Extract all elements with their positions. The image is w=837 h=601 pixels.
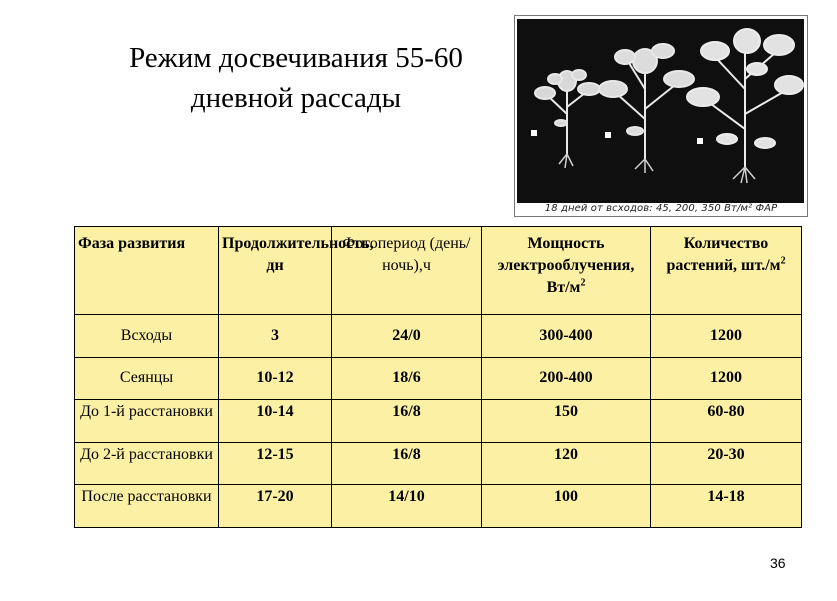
cell-power: 200-400 — [482, 357, 651, 400]
header-duration: Продолжительность, дн — [219, 227, 332, 315]
table-row — [75, 442, 802, 485]
cell-duration: 17-20 — [219, 485, 332, 528]
header-photoperiod: Фотопериод (день/ночь),ч — [332, 227, 482, 315]
cell-photoperiod: 16/8 — [332, 400, 482, 443]
cell-power: 100 — [482, 485, 651, 528]
cell-power: 150 — [482, 400, 651, 443]
header-phase: Фаза развития — [75, 227, 219, 315]
header-count-text: Количество растений, шт./м — [666, 235, 781, 274]
cell-count: 14-18 — [651, 485, 802, 528]
table-row — [75, 485, 802, 528]
marker-3 — [697, 138, 703, 144]
cell-count: 1200 — [651, 315, 802, 358]
header-power-text: Мощность электрооблучения, Вт/м — [497, 235, 635, 296]
cell-count: 60-80 — [651, 400, 802, 443]
photo-image — [517, 19, 804, 203]
page-number: 36 — [770, 555, 786, 571]
header-power-sup: 2 — [580, 277, 586, 289]
cell-duration: 12-15 — [219, 442, 332, 485]
marker-1 — [531, 130, 537, 136]
cell-photoperiod: 24/0 — [332, 315, 482, 358]
lighting-table — [74, 226, 802, 528]
cell-phase: До 2-й расстановки — [75, 442, 219, 485]
title-line-1: Режим досвечивания 55-60 — [129, 42, 463, 74]
title-line-2: дневной рассады — [190, 82, 402, 114]
cell-power: 300-400 — [482, 315, 651, 358]
cell-photoperiod: 18/6 — [332, 357, 482, 400]
slide-title — [80, 38, 512, 118]
cell-count: 1200 — [651, 357, 802, 400]
cell-photoperiod: 14/10 — [332, 485, 482, 528]
marker-2 — [605, 132, 611, 138]
cell-phase: Всходы — [75, 315, 219, 358]
cell-phase: До 1-й расстановки — [75, 400, 219, 443]
table-row — [75, 357, 802, 400]
header-count-sup: 2 — [780, 255, 786, 267]
table-header-row — [75, 227, 802, 315]
cell-power: 120 — [482, 442, 651, 485]
cell-phase: Сеянцы — [75, 357, 219, 400]
photo-caption: 18 дней от всходов: 45, 200, 350 Вт/м² ФАР — [544, 203, 778, 214]
header-power — [482, 227, 651, 315]
header-count — [651, 227, 802, 315]
cell-phase: После расстановки — [75, 485, 219, 528]
table-row — [75, 400, 802, 443]
cell-count: 20-30 — [651, 442, 802, 485]
cell-duration: 10-14 — [219, 400, 332, 443]
cell-duration: 10-12 — [219, 357, 332, 400]
seedlings-photo — [514, 15, 808, 217]
cell-photoperiod: 16/8 — [332, 442, 482, 485]
cell-duration: 3 — [219, 315, 332, 358]
seedlings-illustration — [517, 19, 804, 203]
table-row — [75, 315, 802, 358]
